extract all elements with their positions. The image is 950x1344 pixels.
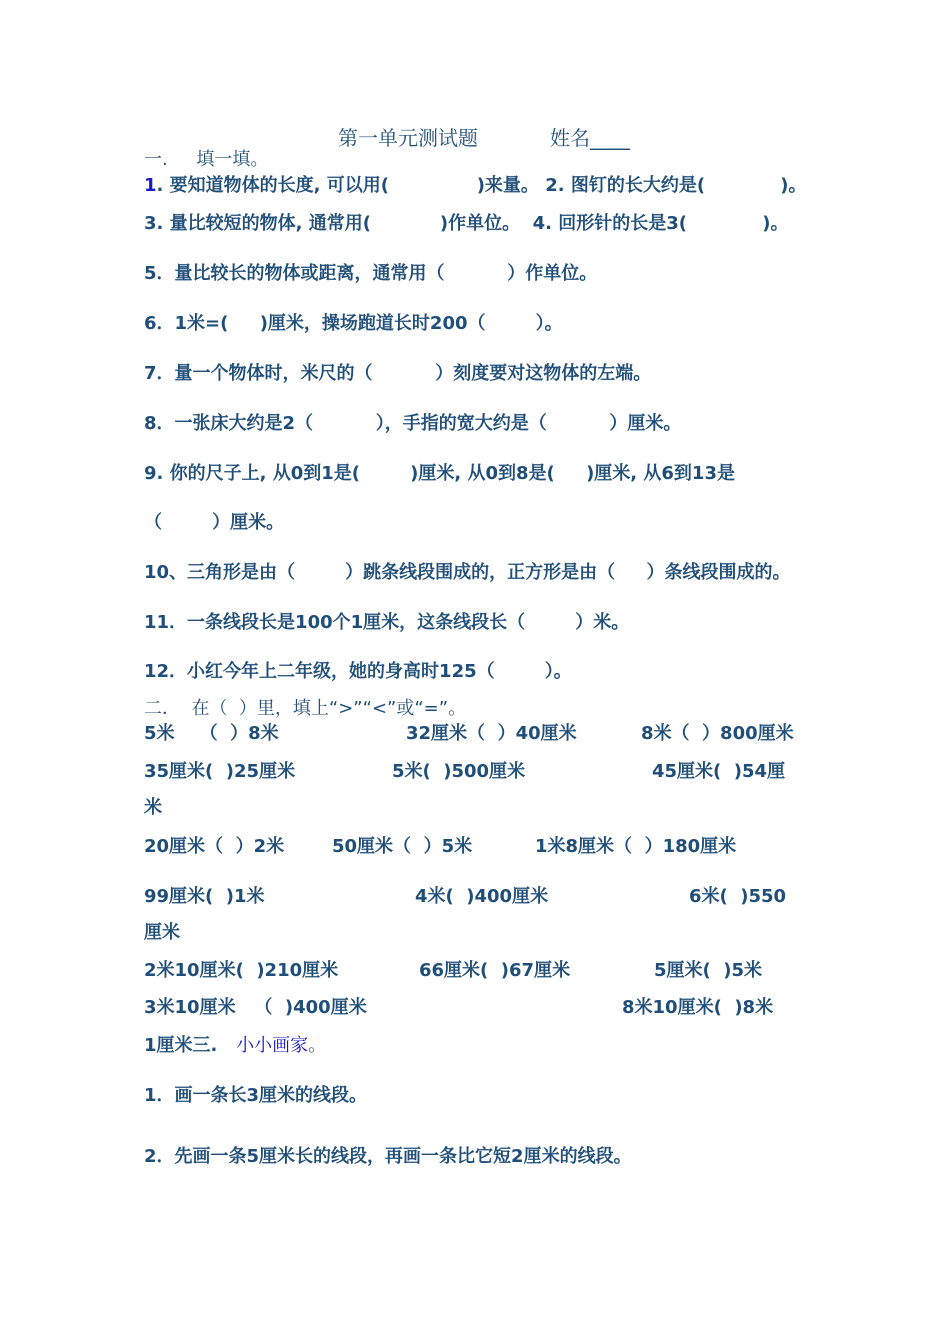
question-1-text: . 要知道物体的长度, 可以用( )来量。 2. 图钉的长大约是( )。 (156, 175, 807, 196)
compare-item: 8米（ ）800厘米 (641, 723, 794, 744)
drawing-question-2: 2．先画一条5厘米长的线段，再画一条比它短2厘米的线段。 (144, 1146, 632, 1167)
question-6: 6．1米=( )厘米，操场跑道长时200（ ）。 (144, 313, 563, 334)
question-8: 8．一张床大约是2（ ），手指的宽大约是（ ）厘米。 (144, 413, 682, 434)
question-12: 12．小红今年上二年级，她的身高时125（ ）。 (144, 661, 572, 682)
title-text: 第一单元测试题 (338, 126, 478, 150)
page-title (338, 122, 630, 151)
question-9-line2: （ ）厘米。 (144, 512, 285, 533)
compare-item: 1米8厘米（ ）180厘米 (535, 836, 737, 857)
compare-item: 5厘米( )5米 (654, 960, 763, 981)
compare-item: 66厘米( )67厘米 (419, 960, 571, 981)
compare-item: 8米10厘米( )8米 (622, 997, 774, 1018)
drawing-question-1: 1．画一条长3厘米的线段。 (144, 1085, 368, 1106)
question-11: 11．一条线段长是100个1厘米，这条线段长（ ）米。 (144, 612, 630, 633)
question-1-number: 1 (144, 175, 157, 196)
question-9-line1: 9. 你的尺子上, 从0到1是( )厘米, 从0到8是( )厘米, 从6到13是 (144, 463, 735, 484)
compare-item: 99厘米( )1米 (144, 886, 265, 907)
section3-title: 小小画家 (236, 1035, 309, 1056)
compare-item-wrap: 厘米 (144, 922, 180, 943)
compare-item: 20厘米（ ）2米 (144, 836, 285, 857)
compare-item: 32厘米（ ）40厘米 (406, 723, 577, 744)
compare-item-wrap: 米 (144, 797, 162, 818)
question-5: 5．量比较长的物体或距离，通常用（ ）作单位。 (144, 263, 598, 284)
compare-item: 5米 （ ）8米 (144, 723, 279, 744)
section1-heading: 一. 填一填。 (144, 149, 269, 170)
question-10: 10、三角形是由（ ）跳条线段围成的，正方形是由（ ）条线段围成的。 (144, 562, 791, 583)
compare-item: 35厘米( )25厘米 (144, 761, 296, 782)
compare-item: 6米( )550 (689, 886, 787, 907)
compare-item: 45厘米( )54厘 (652, 761, 786, 782)
section3-heading-line (144, 1034, 326, 1058)
question-3-4: 3. 量比较短的物体, 通常用( )作单位。 4. 回形针的长是3( )。 (144, 213, 789, 234)
section3-title-period: 。 (308, 1035, 327, 1056)
section2-heading: 二． 在（ ）里，填上“>”“<”或“=”。 (144, 698, 467, 719)
question-7: 7．量一个物体时，米尺的（ ）刻度要对这物体的左端。 (144, 363, 652, 384)
question-1-2 (144, 174, 806, 198)
name-field-label: 姓名____ (550, 126, 630, 150)
compare-item-tail: 1厘米三. (144, 1035, 237, 1056)
compare-item: 2米10厘米( )210厘米 (144, 960, 339, 981)
compare-item: 50厘米（ ）5米 (332, 836, 473, 857)
compare-item: 4米( )400厘米 (415, 886, 549, 907)
compare-item: 5米( )500厘米 (392, 761, 526, 782)
compare-item: 3米10厘米 （ )400厘米 (144, 997, 367, 1018)
